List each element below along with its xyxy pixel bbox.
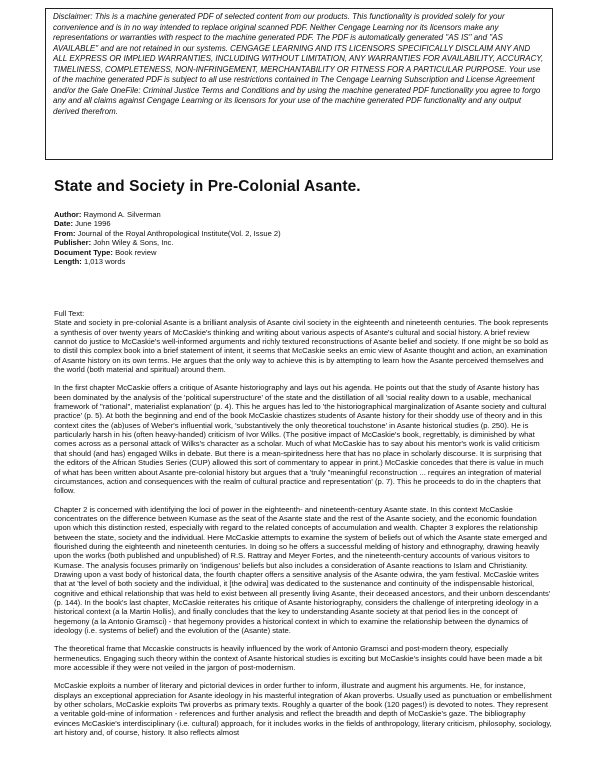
article-metadata	[54, 210, 554, 266]
full-text-label: Full Text:	[54, 309, 85, 318]
body-paragraph-3: Chapter 2 is concerned with identifying the loci of power in the eighteenth- and nineteenth-century Asante state. In this context McCaskie concentrates on the difference between Kumase as the seat of the Asante state and the rest of the Asante society, and the economic foundation upon which this distinction rested, especially with regard to the related concepts of accumulation and wealth. Chapter 3 explores the relationship between the state, society and the individual. Here McCaskie attempts to examine the system of beliefs out of which the Asante state emerged and flourished during the eighteenth and nineteenth centuries. In doing so he offers a successful melding of history and ethnography, drawing heavily upon the works (both published and unpublished) of R.S. Rattray and Meyer Fortes, and the nineteenth-century accounts of various visitors to Kumase. The analysis focuses primarily on 'indigenous' beliefs but also includes a consideration of Asante reactions to Islam and Christianity. Drawing upon a vast body of historical data, the fourth chapter offers a sensitive analysis of the Asante odwira, the yam festival. McCaskie writes that at 'the level of both society and the individual, it [the odwira] was dedicated to the sustenance and continuity of the indispensable historical, cognitive and ethical relationship that was held to exist between all presently living Asante, their deceased ancestors, and their unborn descendants' (p. 144). In the book's last chapter, McCaskie reiterates his critique of Asante historiography, considers the challenge of interpreting ideology in a historical context (a la Martin Hollis), and finally concludes that the key to understanding Asante society at that period lies in the concept of hegemony (a la Antonio Gramsci) - that hegemony provides a historical context in which to examine the relationship between the dynamics of ideology (i.e. systems of belief) and the evolution of the (Asante) state.	[54, 504, 551, 635]
meta-document-type: Document Type: Book review	[54, 247, 157, 257]
body-paragraph-5: McCaskie exploits a number of literary and pictorial devices in order further to inform, illustrate and augment his arguments. He, for instance, displays an exceptional appreciation for Asante ideology in his masterful integration of Akan proverbs. Usually used as punctuation or embellishment by other scholars, McCaskie exploits Twi proverbs as primary texts. Roughly a quarter of the book (120 pages!) is devoted to notes. They represent a veritable gold-mine of information - references and further analysis and reflect the breadth and depth of McCaskie's gaze. The bibliography evinces McCaskie's interdisciplinary (i.e. cultural) approach, for it includes works in the fields of anthropology, literary criticism, philosophy, sociology, art history and, of course, history. It also reflects almost	[54, 681, 552, 738]
meta-publisher: Publisher: John Wiley & Sons, Inc.	[54, 238, 174, 248]
meta-date: Date: June 1996	[54, 219, 111, 229]
body-paragraph-4: The theoretical frame that Mccaskie constructs is heavily influenced by the work of Antonio Gramsci and post-modern theory, especially hermeneutics. Engaging such theory within the context of Asante historical studies is exciting but McCaskie's insights could have been made a bit more accessible if they were not veiled in the jargon of post-modernism.	[54, 644, 543, 673]
meta-from: From: Journal of the Royal Anthropological Institute(Vol. 2, Issue 2)	[54, 228, 281, 238]
article-title: State and Society in Pre-Colonial Asante.	[54, 178, 361, 195]
meta-length: Length: 1,013 words	[54, 257, 126, 267]
article-body	[54, 309, 552, 746]
meta-author: Author: Raymond A. Silverman	[54, 210, 161, 219]
body-paragraph-1: State and society in pre-colonial Asante is a brilliant analysis of Asante civil society in the eighteenth and nineteenth centuries. The book represents a synthesis of over twenty years of McCaskie's thinking and writing about various aspects of Asante's cultural and social history. A brief review cannot do justice to McCaskie's well-informed arguments and richly textured reconstructions of Asante belief and society. If one might be so bold as to distil this complex book into a brief statement of intent, it seems that McCaskie seeks an emic view of Asante thought and action, an examination of Asante history on its own terms. He argues that the only way to achieve this is by attempting to learn how the Asante perceived themselves and the world (both material and spiritual) around them.	[54, 318, 549, 375]
body-paragraph-2: In the first chapter McCaskie offers a critique of Asante historiography and lays out his agenda. He points out that the study of Asante history has been dominated by the analysis of the 'political superstructure' of the state and the distillation of all 'social reality down to a usable, mechanical framework of "rational", materialist explanation' (p. 4). This he argues has led to 'the historiographical marginalization of Asante society and cultural practice' (p. 5). At both the beginning and end of the book McCaskie chastizes students of Asante history for their shoddy use of theory and in this context cites the (ab)uses of Weber's influential work, 'substantively the only theoretical touchstone' in Asante historical studies (p. 250). He is particularly harsh in his (often heavy-handed) criticism of Ivor Wilks. (The positive impact of McCaskie's book, regrettably, is diminished by what comes across as a personal attack of Wilks's character as a scholar. Much of what McCaskie has to say about his mentor's work is valid criticism that should (and has) engaged Wilks in debate. But there is a mean-spiritedness here that has no place in scholarly discourse. It is surprising that the editors of the African Studies Series (CUP) allowed this sort of commentary to appear in print.) McCaskie concedes that there is value in much of what has been written about Asante pre-colonial history but argues that a 'truly "meaningful reconstruction ... requires an integration of material circumstances, action and consequences with the realm of cultural practice and representation' (p. 7). This he proceeds to do in the chapters that follow.	[54, 383, 547, 496]
disclaimer-box: Disclaimer: This is a machine generated PDF of selected content from our products. This functionality is provided solely for your convenience and is in no way intended to replace original scanned PDF. Neither Cengage Learning nor its licensors make any representations or warranties with respect to the machine generated PDF. The PDF is automatically generated "AS IS" and "AS AVAILABLE" and are not retained in our systems. CENGAGE LEARNING AND ITS LICENSORS SPECIFICALLY DISCLAIM ANY AND ALL EXPRESS OR IMPLIED WARRANTIES, INCLUDING WITHOUT LIMITATION, ANY WARRANTIES FOR AVAILABILITY, ACCURACY, TIMELINESS, COMPLETENESS, NON-INFRINGEMENT, MERCHANTABILITY OR FITNESS FOR A PARTICULAR PURPOSE. Your use of the machine generated PDF is subject to all use restrictions contained in The Cengage Learning Subscription and License Agreement and/or the Gale OneFile: Criminal Justice Terms and Conditions and by using the machine generated PDF functionality you agree to forgo any and all claims against Cengage Learning or its licensors for your use of the machine generated PDF functionality and any output derived therefrom.	[45, 8, 553, 160]
